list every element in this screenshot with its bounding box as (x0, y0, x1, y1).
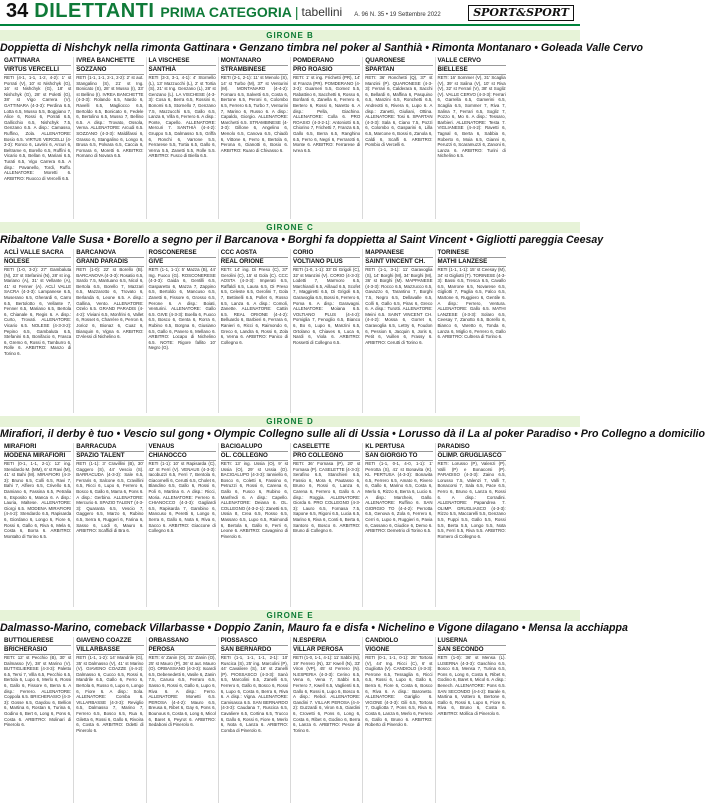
home-team: N.ESPERIA (293, 637, 360, 646)
match-report (291, 57, 363, 219)
match-summary: RETI: 1' st ing. Frichetti (PR), 14' st Franza (PR). POMDERANO (4-3-3): Guarneri 5.5, Gomez 5.5, Rabattino 6, Sacchetti 6, Rosso 6, Bonfanti 6, Zanella 6, Ferrero 6, Bertero 6, Rossi 6, Naretto 6. A disp.: Pella, Giachino. ALLENATORE: Colla 6. PRO ROASIO (4-3-2-1): Antoniotti 6.5, Chiorino 7, Frichetti 7, Franza 6.5, Gallo 6.5, Berra 6.5, Ranghino 6.5, Ferro 6, Negri 6, Ferrarotti 6, Monte 6. ARBITRO: Ferrarese di Ivrea 6.5. (293, 75, 361, 153)
home-team: VALLE CERVO (438, 57, 506, 66)
away-team: VILLARBASSE (76, 646, 143, 655)
home-team: CASELETTE (293, 443, 360, 452)
newspaper-logo: SPORT&SPORT (468, 5, 574, 21)
home-team: CORIO (293, 249, 360, 258)
away-team: GIVE (149, 258, 216, 267)
home-team: PARADISO (438, 443, 506, 452)
home-team: BARCANOVA (76, 249, 143, 258)
match-report (147, 443, 219, 607)
match-summary: RETI: 14' ing. Di Preso (C), 37' Gerolini (C), 15' st Gola (C). CCC AOSTA (4-3-3): Imperati 6.5, Raffaldi 6.5, Laura 6.5, Di Preso 6.5, Celeste 6.5, Gerolini 7, Gola 7, Bettinelli 6.5, Pollet 6, Rosso 6.5, Lanza 6. A disp.: Comoli, Zanette. ALLENATORE: Cattin 6.5. REAL ORIONE (4-4-2): Belluardo 6, Barbieri 6, Ferrara 6, Ranieri 6, Ricci 6, Raimondo 6, Greco 6, Landra 6, Rossi 6, Zola 6, Verna 6. ARBITRO: Panico di Collegno 6. (220, 267, 288, 345)
away-team: SAN GIORGIO TO (365, 452, 432, 461)
home-team: GIAVENO COAZZE (76, 637, 143, 646)
match-columns (0, 443, 580, 607)
away-team: MODENA MIRAFIORI (4, 452, 71, 461)
home-team: CANDIOLO (365, 637, 432, 646)
away-team: SAN SECONDO (438, 646, 506, 655)
match-report (363, 57, 435, 219)
match-report (291, 637, 363, 803)
home-team: LA VISCHESE (149, 57, 216, 66)
girone-section (0, 416, 705, 608)
away-team: NOLESE (4, 258, 71, 267)
girone-label: GIRONE B (0, 30, 580, 41)
match-summary: RETI (1-0, 1-1): 33' Di Grigoli (C), 32' st Manzini (V). CORIO (4-3-3): Lodetti 7, Marmoro 6.5, Marchiandi 6.5, Aillaud 6.5, Scofet 7, Maggiretti 6.5, Di Grigoli 6.5, Garavoglia 6.5, Bossi 6, Ferrero 6, Poma 6. A disp.: Garavagni. ALLENATORE: Moiana 6.5. VOLTIANO PLUS (4-4-2): Pomiglia 7, Fenoglio 6.5, Bianco 6, Bo 6, Lupo 6, Manzini 6.5, Ortolano 6, Chiaves 6, Luca 6, Nardi 6, Viola 6. ARBITRO: Rossetti di Collegno 6.5. (293, 267, 361, 345)
match-report (147, 637, 219, 803)
match-summary: RETI: Lorusso (P), Valenzi (P), Valli (P) e Bonacorsi (P). PARADISO (4-3-3): Zaino 6.5, Lorusso 7.5, Valenzi 7, Valli 7, Bonacorsi 7, Sala 6.5, Pace 6.5, Ferro 6, Bruno 6, Lanza 6, Rossi 6. A disp.: Corradini. ALLENATORE: Papandrea 7. OLIMP. GRUGLIASCO (4-3-3): Rizzo 5.5, Maccarelli 5.5, Genzano 5.5, Fuppi 5.5, Gallo 5.5, Rossi 5.5, Berta 5.5, Longo 5.5, Nota 5.5, Ferri 5.5, Riva 5.5. ARBITRO: Romero di Collegno 6. (437, 461, 506, 539)
match-report (219, 57, 291, 219)
away-team: VIRTUS VERCELLI (4, 66, 71, 75)
away-team: SPARTAN (365, 66, 432, 75)
match-columns (0, 249, 580, 413)
away-team: VOLTIANO PLUS (293, 258, 360, 267)
match-report (74, 57, 146, 219)
away-team: PRO ROASIO (293, 66, 360, 75)
match-summary: RETI (3-3, 3-1, 4-1): 4' Stornello (L), 13' Mazzucchi (L), 2' st Tortia (S), 21' st Ing. Genzano (L), 28' st Genzano (L). LA VISCHESE (4-3-3): Cosa 6, Berra 6.5, Rossini 6, Bonomi 6.5, Stornello 7, Genzano 7.5, Mazzucchi 6.5, Gallo 6.5, Lanza 6, Villa 6, Ferrero 6. A disp.: Ponte, Capello. ALLENATORE: Mercuri 7. SANTHIÀ (4-4-2): Gruppo 5.5, Dalmasso 5.5, Griffa 6, Ronchi 6, Varrone 5.5, Ferrarese 5.5, Tortia 6.5, Gallo 6, Verna 5.5, Zanetti 5.5, Rolle 5.5. ARBITRO: Fusco di Biella 6.5. (148, 75, 216, 159)
match-report (74, 249, 146, 413)
home-team: CCC AOSTA (221, 249, 288, 258)
match-summary: RETI (0-1, 1-1, 2-1): 12' ing. Stendardo M. (MM), 6' st Ravi (M), 41' st Bahi (M). MIRAFIORI (4-3-3): Bruno 6.5, Colli 6.5, Ravi 7, Bahi 7, Alfiero 6.5, Crivello 6.5, Damiano 6, Fassina 6.5, Petralia 6, Esposito 6, Manca 6. A disp.: Lauria, Maltese. ALLENATORE: Giorgi 6.5. MODENA MIRAFIORI (4-4-2): Stendardo 6.5, Rapisarda 6, Giordano 6, Longo 6, Fiore 6, Rossi 6, Gallo 6, Riva 6, Mela 6, Costa 6, Borra 6. ARBITRO: Montalto di Torino 6.5. (4, 461, 72, 539)
away-team: GRAND PARADIS (76, 258, 143, 267)
match-report (436, 443, 508, 607)
match-report (2, 249, 74, 413)
match-report (219, 637, 291, 803)
home-team: GATTINARA (4, 57, 71, 66)
match-report (363, 443, 435, 607)
match-summary: RETI (2-1, 2-1): 11' st Menolo (S), 14' st Turbo (M), 37' st Venturini (M). MONTANARO (4-4-2): Fornaro 6.5, Salvetti 6.5, Costa 6, Bertone 6.5, Peroni 6, Colombo 6.5, Ferrero 6.5, Turbo 7, Venturini 7, Marino 6, Russo 6. A disp.: Capaldo, Giorgio. ALLENATORE: Marchetti 6.5. STRAMBINESE (4-3-3): Gillone 6, Angelino 6, Menolo 6.5, Canova 6.5, Chiadò 6, Vittone 6, Ferro 6, Bertola 6, Perona 6, Gianotti 6, Bosio 6. ARBITRO: Ruaro di Chivasso 6. (220, 75, 288, 153)
match-summary: RETI: 36' Ronchetti (Q), 37' st Manzini (P). QUARONESE (4-3-3): Ferrari 6, Calderara 6, Sacchi 6, Bellardi 6, Maffina 6, Pasquino 6.5, Manzini 6.5, Ronchetti 6.5, Andreotti 6, Rivera 6, Lupo 6. A disp.: Zanetti, Giuliani, Ottina. ALLENATORE: Tosi 6. SPARTAN (4-3-3): Sala 6, Ciano 7.5, Pozzi 6, Colombo 6, Gasparini 6, Lilla 6.5, Marcone 6, Bossi 6, Zanola 6, Caldi 6, Scalfi 6. ARBITRO: Pombio di Vercelli 6. (365, 75, 433, 148)
page-title: DILETTANTI (34, 0, 155, 22)
home-team: ROSCONERESE (149, 249, 216, 258)
match-report (2, 57, 74, 219)
girone-label: GIRONE D (0, 416, 580, 427)
match-summary: RETI (1-1, 1-1): 15' st Ceesay (M), 34' st Gigliotti (T). TORINESE (4-3-3): Bassi 6.5, Tresca 6.5, Cavallo 6.5, Marrone 6.5, Novarese 6.5, Gigliotti 7, Paglia 6.5, Falco 6.5, Martone 6, Ruggiero 6, Gentile 6. A disp.: Ferrero, Ventura. ALLENATORE: Gallo 6.5. MATHI LANZESE (4-3-3): Solaro 6.5, Ceesay 7, Zanotto 6.5, Borello 6, Bianco 6, Varetto 6, Tonda 6, Lanza 6, Miglio 6, Ferrero 6, Gallo 6. ARBITRO: Cultrera di Torino 6. (437, 267, 506, 340)
match-report (74, 637, 146, 803)
away-team: BRICHERASIO (4, 646, 71, 655)
section-headline: Ribaltone Valle Susa • Borello a segno per il Barcanova • Borghi fa doppietta al Saint Vincent • Gigliotti pareggia Ceesay (0, 234, 604, 246)
match-report (363, 249, 435, 413)
home-team: TORINESE (438, 249, 506, 258)
away-team: BIELLESE (438, 66, 506, 75)
page-number: 34 (6, 0, 29, 22)
match-report (219, 443, 291, 607)
issue-info: A. 96 N. 35 • 19 Settembre 2022 (354, 12, 441, 18)
away-team: SPAZIO TALENT (76, 452, 143, 461)
girone-label: GIRONE E (0, 610, 580, 621)
match-summary: RETI (1-1): 3' Cravillini (B), 30' Gaggero (S), 44' Vescio (S). BARRACUDA (4-3-3): Sale 6.5, Ferraris 6, Salcone 6.5, Cravillini 6.5, Ricci 6, Lupo 6, Ferrero 6, Bosco 6, Gallo 6, Marra 6, Pons 6. A disp.: Gerbino. ALLENATORE: Mercurio 6. SPAZIO TALENT (4-3-3): Quaranta 6.5, Vescio 7, Gaggero 6.5, Marzo 6, Rubino 6.5, Serra 6, Ruggeri 6, Farina 6, Sasso 6, Lodi 6, Mauro 6. ARBITRO: Scaffidi di Bra 6. (76, 461, 144, 534)
masthead (0, 0, 580, 26)
match-report (436, 637, 508, 803)
away-team: SAN BERNARDO (221, 646, 288, 655)
match-report (436, 249, 508, 413)
away-team: PRO COLLEGNO (293, 452, 360, 461)
home-team: KL PERTUSA (365, 443, 432, 452)
away-team: SANTHIÀ (149, 66, 216, 75)
section-tab: tabellini (301, 5, 343, 19)
match-summary: RETI (1-1, 1-1): 5' Mazza (B), 44' Ing. Fuoco (G). ROSCONERESE (4-3-3): Gaida 6, Gentilli 6.5, Gasparetto 6, Mazza 7, Zappino 6.5, Bertoldo 6, Mancuso 6.5, Zanetti 6, Fissore 6, Grosso 6.5, Perone 6. A disp.: Boiati, Venturini. ALLENATORE: Gallo 6.5. GIVE (4-3-3): Boella 6, Fuoco 6.5, Bosco 6, Genta 6, Rorra 6, Rubino 6.5, Borgna 6, Giusiano 6.5, Gallo 6, Panero 6, Mellano 6. ARBITRO: Locapo di Nichelino 6.5. NOTE: Rigore fallito 10' Negro (G). (148, 267, 216, 351)
home-team: MAPPANESE (365, 249, 432, 258)
section-headline: Doppietta di Nishchyk nella rimonta Gattinara • Genzano timbra nel poker al Santhià • Rimonta Montanaro • Goleada Valle Cervo (0, 42, 643, 54)
section-headline: Mirafiori, il derby è tuo • Vescio sul gong • Olympic Collegno sulle ali di Ussia • Lorusso dà il La al poker Paradiso • Pro Collegno a domicilio (0, 428, 705, 440)
match-summary: RETI: 13' ing. Ussia (O), 9' st Ussia (O), 29' st Ussia (O). BACIGALUPO (4-3-3): Ianniello 6, Bosco 6, Coletti 6, Fassino 6, Petruzzi 6, Rossi 6, Carena 6, Gallo 6, Fusco 6, Rubino 6, Manfredi 6. A disp.: Capello. ALLENATORE: Deiana 6. OL. COLLEGNO (4-3-2-1): Zanetti 6.5, Ussia 8, Crea 6.5, Rosso 6.5, Massaro 6.5, Lupo 6.5, Raimondi 6, Bertola 6, Gallo 6, Ferri 6, Leone 6. ARBITRO: Cavagnino di Pinerolo 6. (220, 461, 288, 539)
match-summary: RETI: 6' Zanin (O), 31' Zanin (O), 25' st Mauro (P), 36' st aut. Mauro (O). ORBASSANO (4-3-3): Isoardi 6.5, Debenedetti 6, Vasile 6, Zanin 7.5, Caruso 6.5, Ferraro 6.5, Sasso 6, Rossi 6, Gallo 6, Lupo 6, Riva 6. A disp.: Ferro. ALLENATORE: Monetti 6.5. PEROSA (4-4-2): Mauro 6.5, Breusa 6, Ribet 6, Gay 6, Pons 6, Bounous 6, Costa 6, Long 6, Micol 6, Baret 6, Peyrot 6. ARBITRO: Sedaboni di Pinerolo 6. (148, 655, 216, 728)
match-report (219, 249, 291, 413)
match-summary: RETI: 36' Fornasa (P), 20' st Fornasa (P). CASELETTE (4-3-3): Serafino 6.5, Stanchieri 6.5, Fassio 6, Mora 6, Pautasso 6, Bruno 6, Rossi 6, Lanza 6, Carena 6, Ferrero 6, Gallo 6. A disp.: Roggia. ALLENATORE: Giorda 6. PRO COLLEGNO (4-3-3): Lauro 6.5, Fornasa 7.5, Sapone 6.5, Rigoni 6.5, Lucia 6.5, Marino 6, Riva 6, Conti 6, Berta 6, Santoro 6, Bosco 6. ARBITRO: Bruno di Collegno 6. (293, 461, 361, 534)
home-team: PIOSSASCO (221, 637, 288, 646)
home-team: IVREA BANCHETTE (76, 57, 143, 66)
girone-section (0, 610, 628, 804)
match-report (147, 57, 219, 219)
match-columns (0, 57, 580, 219)
home-team: POMDERANO (293, 57, 360, 66)
match-summary: RETI (1-0, 3-2): 27' Gambaluta (N), 23' st Stefanini (N), 28' st ing. Mariano (A), 31' st Vellante (A), 41' st Fenner (A). ACLÌ VALLE SACRA (4-3-3): Lampanese 6.5, Muserano 6.5, Gherardi 6, Carro 6.5, Bertolotto 6, Vellante 7, Fenner 6.5, Mariano 6.5, Bertola 6, Chianale 6, Regis 6. A disp.: Curto, Trovati. ALLENATORE: Vicario 6.5. NOLESE (4-3-3-2): Pepino 6.5, Gambaluta 6.5, Stefanini 6.5, Bonifacio 6, Frasca 6, Gremo 6, Rossi 6, Tamburro 6, Rolle 6. ARBITRO: Manzo di Torino 6. (4, 267, 72, 356)
match-summary: RETI (4-1, 1-1, 1-2, 4-2): 1' st Porrati (V), 10' st Nishchyk (G), 16' st Nishchyk (G), 18' st Nishchyk (G), 28' st Poletti (G), 38' st Vigo Carrera (V). GATTINARA (4-3-3): Perdina 6.5, Lotta 6.5, Musso 5.5, Boggiano 7, Alice 6, Rossi 6, Porrati 6.5, Gallicchio 6.5, Nishchyk 7.5, Genzano 6.5. A disp.: Camasso, Ruffino, Zola. ALLENATORE: Bosio 6.5. VIRTUS VERCELLI (4-3-3): Ronco 6, Lavrini 6, Arcuri 6, Beltrame 6, Borello 6.5, Ruffini 6, Vicario 6.5, Bellan 6, Mariani 6.5, Turati 6.5, Vigo Carrera 6.5. A disp.: Pavanello, Tordi, Ruffo. ALLENATORE: Moretti 6. ARBITRO: Ruocco di Vercelli 6.5. (4, 75, 72, 181)
match-summary: RETI (1-1, 0-1, 4-0, 1-1): 1' Perrotta (S), 41' st Bonavita (K). KL PERTUSA (4-3-3): Bonavita 6.5, Ferrero 6.5, Amato 6, Rivero 6, Gallo 6, Marino 6.5, Costa 6, Merlo 6, Rizzo 6, Berra 6, Lucio 6. A disp.: Marcheis, Gallo. ALLENATORE: Ruffino 6. SAN GIORGIO TO (4-4-2): Perrotta 6.5, Genova 6, Zola 6, Ferrero 6, Cerri 6, Lupo 6, Ruggieri 6, Pavia 6, Cassano 6, Giudice 6, Demo 6. ARBITRO: Demetrio di Torino 6.5. (365, 461, 433, 534)
away-team: REAL ORIONE (221, 258, 288, 267)
section-headline: Dalmasso-Marino, comeback Villarbasse • Doppio Zanin, Mauro fa e disfa • Nichelino e Vigone dilagano • Mensa la acchiappa (0, 622, 628, 634)
home-team: BUTTIGLIERESE (4, 637, 71, 646)
home-team: BARRACUDA (76, 443, 143, 452)
match-summary: RETI (1-1, 3-1): 11' Garavoglia (S), 14' Borghi (M), 34' Borghi (M), 36' st Borghi (M). MAPPANESE (4-3-3): Rocco 6.5, Mazzucco 6.5, Gavazzo 6, Tarantino 7, Borghi 7.5, Negro 6.5, Dellavalle 6.5, Colli 6, Gallo 6.5, Piras 6, Greco 6. A disp.: Turotti. ALLENATORE: Meini 6.5. SAINT VINCENT CH. (4-4-2): Mossa 6, Gorret 6, Garavoglia 6.5, Lettry 6, Foudon 6, Pession 6, Jacquin 6, Joris 6, Petit 6, Vuillen 6, Frassy 6. ARBITRO: Cerutti di Torino 6. (365, 267, 433, 345)
home-team: VENAUS (149, 443, 216, 452)
match-report (2, 443, 74, 607)
away-team: VILLAR PEROSA (293, 646, 360, 655)
match-summary: RETI (1-1, 1-1, 2-1, 2-2): 2' st aut. Stangalino (S), 21' st Ing. Bonicato (S), 28' st Musso (I), 33' st Bellino (I). IVREA BANCHETTE (4-3-3): Rolando 6.5, Nardo 6, Ravelli 6.5, Magliocco 6.5, Bertoldo 6.5, Bonicato 6, Fedele 6, Bertolino 6.5, Musso 7, Bellino 6.5. A disp.: Trovato, Ossola, Verna. ALLENATORE: Arcudi 6.5. SOZZANO (4-3-3): Maldifassi 6, Grasso 6, Stangalino 6, Longo 6, Brusa 6.5, Polvara 6.5, Caccia 6, Fornara 6, Moretti 6. ARBITRO: Romano di Novara 6.5. (76, 75, 144, 159)
away-team: PEROSA (149, 646, 216, 655)
away-team: STRAMBINESE (221, 66, 288, 75)
girone-section (0, 222, 604, 414)
away-team: OLIMP. GRUGLIASCO (438, 452, 506, 461)
home-team: LUSERNA (438, 637, 506, 646)
away-team: CHIANOCCO (149, 452, 216, 461)
away-team: MATHI LANZESE (438, 258, 506, 267)
match-summary: RETI (1-1, 1-2): 14' Mandrile (G), 35' st Dalmasso (V), 41' st Marino (V). GIAVENO COAZZE (4-4-2): Dalmasso 6, Cucco 6.5, Rossi 6, Mandrile 6.5, Gallo 6, Ferro 6, Bertola 6, Russo 6, Lupo 6, Longo 6, Fiore 6. A disp.: Sola. ALLENATORE: Comba 6. VILLARBASSE (4-3-3): Reviglio 6.5, Dalmasso 7, Marino 7, Ferrero 6.5, Bosco 6.5, Rua 6, Giletta 6, Rossi 6, Gallo 6, Rivoira 6, Costa 6. ARBITRO: Odetti di Pinerolo 6. (76, 655, 144, 733)
match-summary: RETI (1-1): 10' st Rapisarda (C), 42' st Ferri (V). VENAUS (4-3-3): Iacobuzzi 6.5, Ferri 7, Bentola 6, Giacomelli 6, Cerutti 6.5, Cholet 6, Blandino 6.5, Gallo 6, Rossi 6, Poli 6, Martina 6. A disp.: Ricci, Moria. ALLENATORE: Ferrero 6. CHIANOCCO (4-3-3): Gagliardi 6.5, Rapisarda 7, Gambino 6, Mancuso 6, Peretti 6, Longo 6, Serra 6, Gallo 6, Nota 6, Riva 6, Sacco 6. ARBITRO: Giaccone di Collegno 6.5. (148, 461, 216, 534)
girone-label: GIRONE C (0, 222, 580, 233)
match-summary: RETI (1-0): 36' st Mensa (L). LUSERNA (4-3-3): Gaschino 6.5, Bosco 6.5, Mensa 7, Turina 6.5, Pons 6, Long 6, Costa 6, Ribet 6, Godino 6, Baret 6, Micol 6. A disp.: Benech. ALLENATORE: Pons 6.5. SAN SECONDO (4-4-2): Barale 6, Martina 6, Vottero 6, Bertone 6, Gallo 6, Rossi 6, Lupo 6, Fiore 6, Riva 6, Bruno 6, Costa 6. ARBITRO: Mollica di Pinerolo 6. (437, 655, 506, 716)
match-summary: RETI (1-1, 1-1, 1-1, 2-1): 10' Ruscica (S), 25' ing. Marcolini (P), 44' Cavaliere (S), 16' st Zanelli (P). PIOSSASCO (4-3-3): Sanò 6.5, Marcolini 6.5, Zanelli 6.5, Ferrero 6, Gallo 6, Bosco 6, Rossi 6, Lupo 6, Costa 6, Berra 6, Riva 6. A disp.: Vigna. ALLENATORE: Camisasca 6.5. SAN BERNARDO (4-3-3): Caudana 7, Ruscica 6.5, Cavaliere 6.5, Cortina 6.5, Trucco 6, Gallo 6, Rossi 6, Fiore 6, Merlo 6, Nota 6, Lanza 6. ARBITRO: Comba di Pinerolo 6. (220, 655, 288, 733)
match-report (291, 443, 363, 607)
away-team: SAINT VINCENT CH. (365, 258, 432, 267)
match-report (147, 249, 219, 413)
match-report (363, 637, 435, 803)
home-team: QUARONESE (365, 57, 432, 66)
separator-icon: | (294, 4, 299, 20)
match-summary: RETI (1-0, 1-1, 4-1): 11' Sabbi (N), 19' Ferrero (N), 32' Kwell (N), 33' Viron (VP), 45' st Ferrero (N). N.ESPERIA (4-3-3): Cerino 6.5, Vena 6, Vena 7, Sabbi 6.5, Ferrero 7, Kwell 6.5, Vaglienti 6.5, Gallo 6, Rossi 6, Lupo 6, Bosco 6. A disp.: Rebol. ALLENATORE: Gandini 7. VILLAR PEROSA (4-4-2): Guzzardi 6, Viron 6.5, Giardini 6, Crovetti 6, Pons 6, Long 6, Costa 6, Ribet 6, Godino 6, Berra 6, Lanza 6. ARBITRO: Pesce di Torino 6. (293, 655, 361, 733)
category-title: PRIMA CATEGORIA (160, 4, 292, 20)
away-team: SOZZANO (76, 66, 143, 75)
away-team: OL. COLLEGNO (221, 452, 288, 461)
match-summary: RETI (0-1, 1-1, 0-1): 25' Tortora (V), 44' Ing. Ricci (C), 6' st Gugliotta (V). CANDIOLO (4-3-3): Perrone 6.5, Tessaglia 6, Ricci 6.5, Rossi 6, Lupo 6, Gallo 6, Berra 6, Fiore 6, Costa 6, Bosco 6, Riva 6. A disp.: Baronetto. ALLENATORE: Gariglio 6. VIGONE (4-3-3): Gili 6.5, Tortora 7, Gugliotta 7, Pons 6.5, Riva 6, Costa 6, Lanza 6, Merlo 6, Ferrero 6, Gallo 6, Bruno 6. ARBITRO: Roberto di Pinerolo 6. (365, 655, 433, 728)
match-report (2, 637, 74, 803)
home-team: MONTANARO (221, 57, 288, 66)
home-team: ORBASSANO (149, 637, 216, 646)
home-team: MIRAFIORI (4, 443, 71, 452)
match-columns (0, 637, 580, 803)
match-summary: RETI: 16' Sommer (V), 31' Scaglia (V), 39' st Salina (V), 10' st Riva (V), 32' st Ferrari (V), 38' st Sogliz (V). VALLE CERVO (4-3-3): Ferrari 6, Garrella 6.5, Gamerini 6.5, Scaglia 6.5, Sommer 7, Riva 7, Salina 7, Ferrari 6.5, Sogliz 7, Pozzo 6, Mo 6. A disp.: Tessaro, Barbieri. ALLENATORE: Testa 7. VIGLIANESE (4-4-2): Ravetti 6, Tagnal 6, Berta 6, Sabbia 6, Roberto 6, Moia 6.5, Gianni 6, Peruzzi 6, Scaramuzzi 6, Zanoni 6, Lanza 6. ARBITRO: Turini di Nichelino 6.5. (437, 75, 506, 159)
girone-section (0, 30, 643, 220)
match-summary: RETI (1-0): 22' st Borello (B). BARCANOVA (4-3-3): Rosatio 6.5, Sardo 7.5, Mantuano 6.5, Nicol 6, Bertola 6.5, Borello 7, Mazzari 6.5, Mazzarotto 6, Trovato 6, Berlanda 6, Leone 6.5. A disp.: Gallina, Vento. ALLENATORE: Ozelo 6.5. GRAND PARADIS (4-4-2): Viviani 6.5, Monfrini 6, Vallet 6, Rosset 6, Charrère 6, Perron 6, Jorioz 6, Bionaz 6, Cuaz 6, Bianquin 6, Vigna 6. ARBITRO: D'Alessi di Nichelino 6. (76, 267, 144, 340)
match-report (291, 249, 363, 413)
home-team: ACLÌ VALLE SACRA (4, 249, 71, 258)
away-team: VIGONE (365, 646, 432, 655)
match-report (436, 57, 508, 219)
match-summary: RETI: 12' st Pecchio (B), 30' st Dalmasso (V), 38' st Marino (V). BUTTIGLIERESE (4-3-3): Paletto 6.5, Tersi 7, Villa 6.5, Pecchio 6.5, Bertola 6, Lupo 6, Merlo 6, Rossi 6, Gallo 6, Fissore 6, Berra 6. A disp.: Ferrero. ALLENATORE: Coppola 6.5. BRICHERASIO (4-3-3): Gosse 6.5, Gaydou 6, Bellion 6, Martina 6, Rostan 6, Turina 6, Godino 6, Bert 6, Long 6, Pons 6, Costa 6. ARBITRO: Molinari di Pinerolo 6. (4, 655, 72, 728)
match-report (74, 443, 146, 607)
home-team: BACIGALUPO (221, 443, 288, 452)
